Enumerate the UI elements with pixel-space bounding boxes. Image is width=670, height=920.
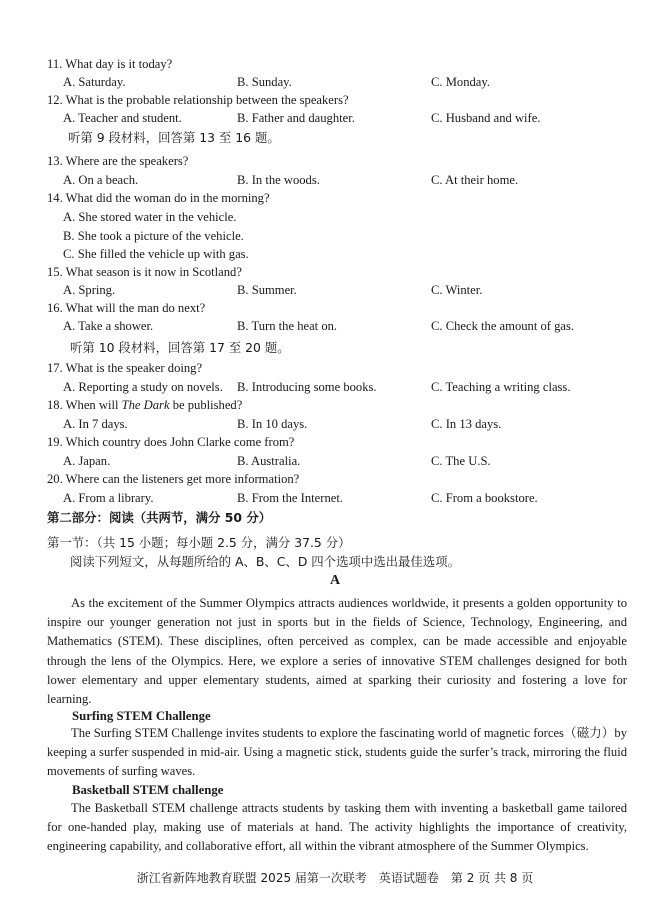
paragraph-basketball: The Basketball STEM challenge attracts students by tasking them with inventing a basketball game tailored for one-handed play, making use of materials at hand. The activity highlights the importance of creativity, engineering capability, and collaborative effort, all within the vibrant atmosphere of the Summer Olympics. <box>47 801 627 854</box>
option-c: C. Husband and wife. <box>431 111 541 125</box>
passage-title: A <box>329 573 341 588</box>
question-20: 20. Where can the listeners get more information? <box>47 472 300 486</box>
question-19-options <box>0 453 670 469</box>
reading-directions: 阅读下列短文，从每题所给的 A、B、C、D 四个选项中选出最佳选项。 <box>70 554 460 569</box>
option-a: A. From a library. <box>63 491 154 505</box>
option-c: C. Teaching a writing class. <box>431 380 571 394</box>
paragraph-surfing: The Surfing STEM Challenge invites students to explore the fascinating world of magnetic forces（磁力）by keeping a surfer suspended in mid-air. Using a magnetic stick, students guide the surfer’s track, mirroring the fluid movements of surfing waves. <box>47 726 627 779</box>
question-12-options <box>0 110 670 126</box>
question-17-options <box>0 379 670 395</box>
passage-intro: As the excitement of the Summer Olympics attracts audiences worldwide, it presents a golden opportunity to inspire our younger generation not just in sports but in the fields of Science, Technology, Engineering, and Mathematics (STEM). These disciplines, often perceived as complex, can be made accessible and enjoyable through the lens of the Olympics. Here, we explore a series of innovative STEM challenges designed for both lower elementary and upper elementary students, aimed at sparking their curiosity and fostering a love for learning. <box>47 596 627 707</box>
option-b: B. Introducing some books. <box>237 380 377 394</box>
part-2-heading: 第二部分：阅读（共两节，满分 50 分） <box>47 510 272 525</box>
question-13: 13. Where are the speakers? <box>47 154 189 168</box>
option-b: B. In the woods. <box>237 173 320 187</box>
question-11-options <box>0 74 670 90</box>
option-a: A. On a beach. <box>63 173 139 187</box>
section-1-heading: 第一节：（共 15 小题；每小题 2.5 分，满分 37.5 分） <box>47 535 351 550</box>
option-b: B. From the Internet. <box>237 491 343 505</box>
question-15-options <box>0 282 670 298</box>
question-18-options <box>0 416 670 432</box>
question-16: 16. What will the man do next? <box>47 301 206 315</box>
question-12: 12. What is the probable relationship between the speakers? <box>47 93 349 107</box>
option-b: B. Summer. <box>237 283 297 297</box>
option-b: B. Sunday. <box>237 75 292 89</box>
question-18-text-post: be published? <box>169 398 243 412</box>
question-17: 17. What is the speaker doing? <box>47 361 203 375</box>
question-13-options <box>0 172 670 188</box>
option-c: C. At their home. <box>431 173 519 187</box>
option-b: B. Father and daughter. <box>237 111 355 125</box>
question-20-options <box>0 490 670 506</box>
section-heading-surfing: Surfing STEM Challenge <box>72 709 211 723</box>
question-14: 14. What did the woman do in the morning? <box>47 191 270 205</box>
option-c: C. Check the amount of gas. <box>431 319 575 333</box>
option-c: C. Monday. <box>431 75 491 89</box>
option-a: A. Take a shower. <box>63 319 154 333</box>
option-b: B. In 10 days. <box>237 417 308 431</box>
option-a: A. Reporting a study on novels. <box>63 380 223 394</box>
option-b: B. Australia. <box>237 454 301 468</box>
option-c: C. Winter. <box>431 283 483 297</box>
option-c: C. The U.S. <box>431 454 491 468</box>
option-a: A. Teacher and student. <box>63 111 182 125</box>
option-b: B. She took a picture of the vehicle. <box>63 229 244 243</box>
instruction-material-9: 听第 9 段材料，回答第 13 至 16 题。 <box>68 130 280 145</box>
question-15: 15. What season is it now in Scotland? <box>47 265 242 279</box>
book-title: The Dark <box>121 398 170 412</box>
page-footer <box>0 870 670 886</box>
question-18 <box>47 397 242 413</box>
question-18-text-pre: 18. When will <box>47 398 122 412</box>
instruction-material-10: 听第 10 段材料，回答第 17 至 20 题。 <box>70 340 290 355</box>
footer-text: 浙江省新阵地教育联盟 2025 届第一次联考 英语试题卷 第 2 页 共 8 页 <box>136 871 534 885</box>
option-a: A. In 7 days. <box>63 417 128 431</box>
section-heading-basketball: Basketball STEM challenge <box>72 783 224 797</box>
option-a: A. Spring. <box>63 283 116 297</box>
option-c: C. She filled the vehicle up with gas. <box>63 247 249 261</box>
question-16-options <box>0 318 670 334</box>
option-a: A. Saturday. <box>63 75 126 89</box>
question-19: 19. Which country does John Clarke come from? <box>47 435 295 449</box>
option-b: B. Turn the heat on. <box>237 319 338 333</box>
option-c: C. In 13 days. <box>431 417 502 431</box>
option-c: C. From a bookstore. <box>431 491 538 505</box>
option-a: A. She stored water in the vehicle. <box>63 210 237 224</box>
question-11: 11. What day is it today? <box>47 57 173 71</box>
option-a: A. Japan. <box>63 454 111 468</box>
